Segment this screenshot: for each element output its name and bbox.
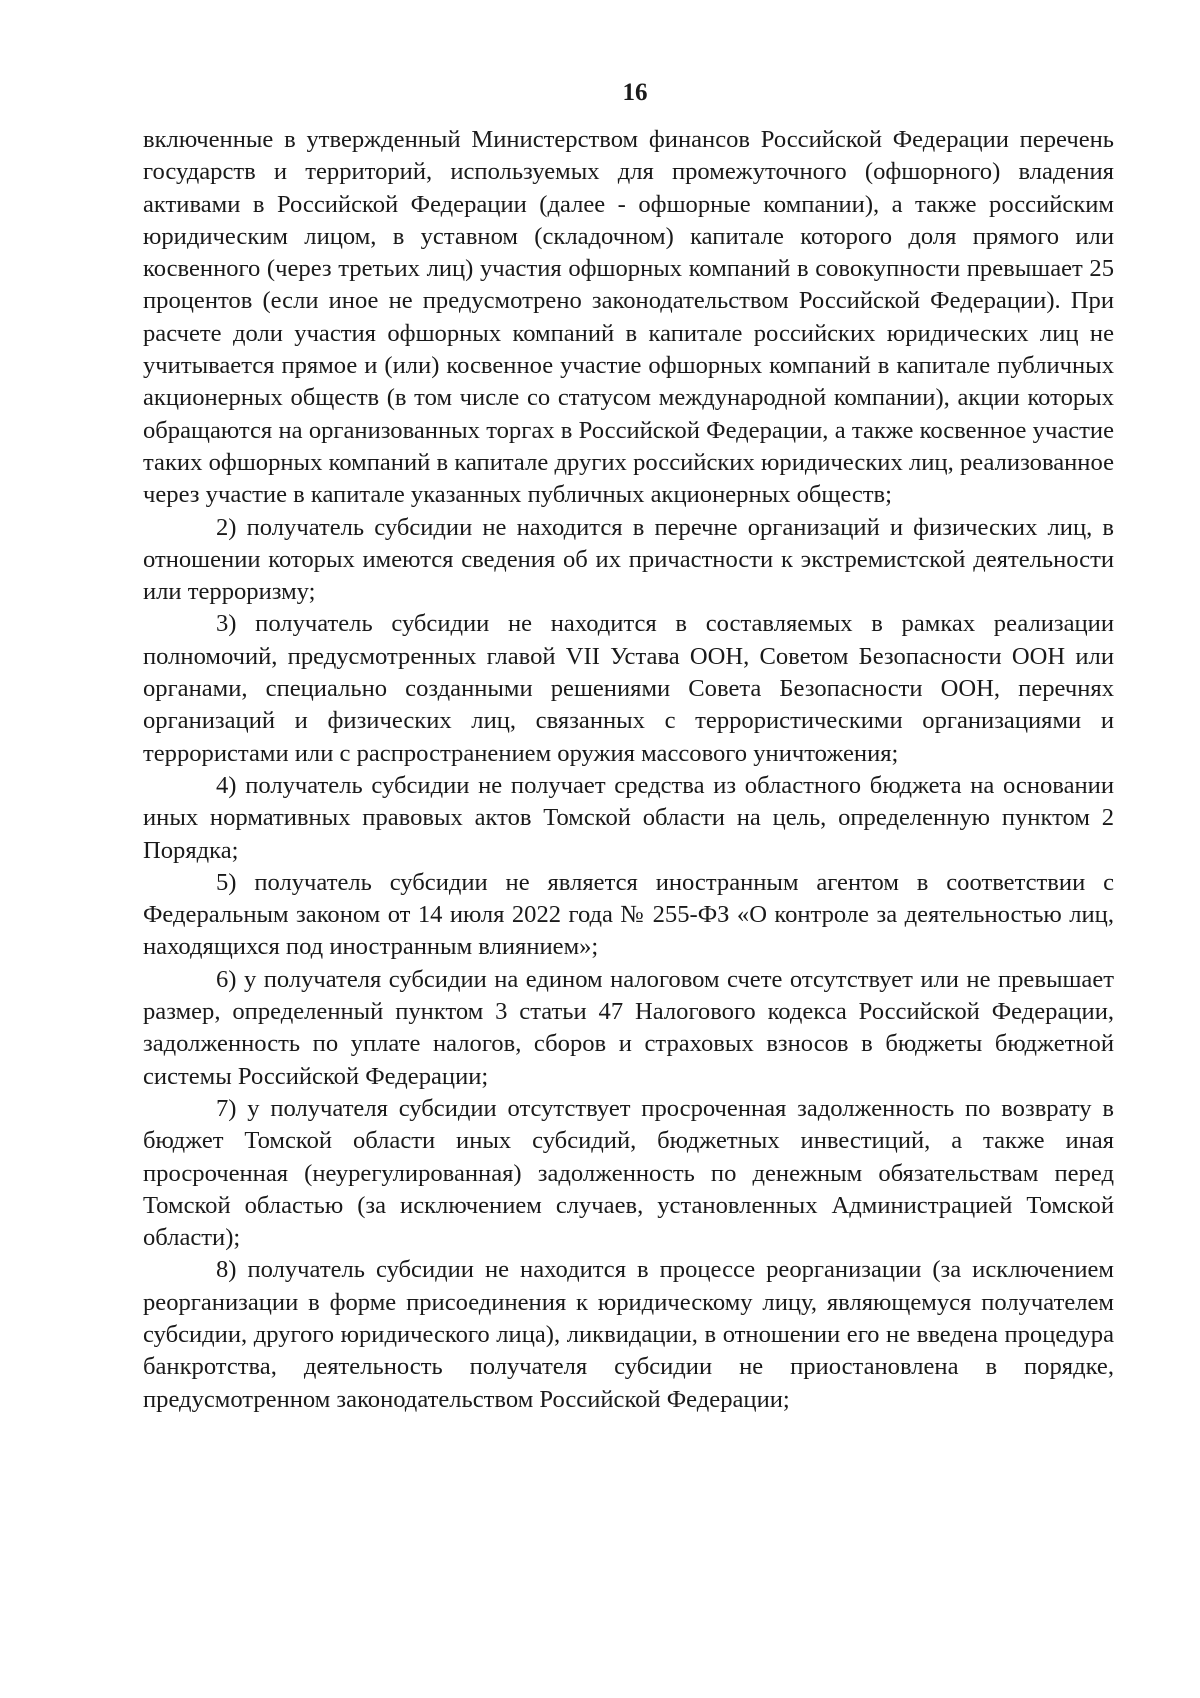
paragraph-item-3: 3) получатель субсидии не находится в составляемых в рамках реализации полномочий, предусмотренных главой VII Устава ООН, Советом Безопасности ООН или органами, специально созданными решениями Совета Безопасности ООН, перечнях организаций и физических лиц, связанных с террористическими организациями и террористами или с распространением оружия массового уничтожения; <box>143 610 1114 767</box>
paragraph-offshore-continuation: включенные в утвержденный Министерством финансов Российской Федерации перечень государств и территорий, используемых для промежуточного (офшорного) владения активами в Российской Федерации (далее - офшорные компании), а также российским юридическим лицом, в уставном (складочном) капитале которого доля прямого или косвенного (через третьих лиц) участия офшорных компаний в совокупности превышает 25 процентов (если иное не предусмотрено законодательством Российской Федерации). При расчете доли участия офшорных компаний в капитале российских юридических лиц не учитывается прямое и (или) косвенное участие офшорных компаний в капитале публичных акционерных обществ (в том числе со статусом международной компании), акции которых обращаются на организованных торгах в Российской Федерации, а также косвенное участие таких офшорных компаний в капитале других российских юридических лиц, реализованное через участие в капитале указанных публичных акционерных обществ; <box>143 126 1114 509</box>
paragraph-item-4: 4) получатель субсидии не получает средства из областного бюджета на основании иных нормативных правовых актов Томской области на цель, определенную пунктом 2 Порядка; <box>143 771 1114 864</box>
paragraph-item-2: 2) получатель субсидии не находится в перечне организаций и физических лиц, в отношении которых имеются сведения об их причастности к экстремистской деятельности или терроризму; <box>143 513 1114 606</box>
document-body <box>143 124 1114 1416</box>
paragraph-item-8: 8) получатель субсидии не находится в процессе реорганизации (за исключением реорганизации в форме присоединения к юридическому лицу, являющемуся получателем субсидии, другого юридического лица), ликвидации, в отношении его не введена процедура банкротства, деятельность получателя субсидии не приостановлена в порядке, предусмотренном законодательством Российской Федерации; <box>143 1256 1114 1413</box>
paragraph-item-7: 7) у получателя субсидии отсутствует просроченная задолженность по возврату в бюджет Томской области иных субсидий, бюджетных инвестиций, а также иная просроченная (неурегулированная) задолженность по денежным обязательствам перед Томской областью (за исключением случаев, установленных Администрацией Томской области); <box>143 1094 1114 1252</box>
paragraph-item-5: 5) получатель субсидии не является иностранным агентом в соответствии с Федеральным законом от 14 июля 2022 года № 255-ФЗ «О контроле за деятельностью лиц, находящихся под иностранным влиянием»; <box>143 868 1114 961</box>
page-number: 16 <box>622 79 648 106</box>
paragraph-item-6: 6) у получателя субсидии на едином налоговом счете отсутствует или не превышает размер, определенный пунктом 3 статьи 47 Налогового кодекса Российской Федерации, задолженность по уплате налогов, сборов и страховых взносов в бюджеты бюджетной системы Российской Федерации; <box>143 965 1114 1090</box>
